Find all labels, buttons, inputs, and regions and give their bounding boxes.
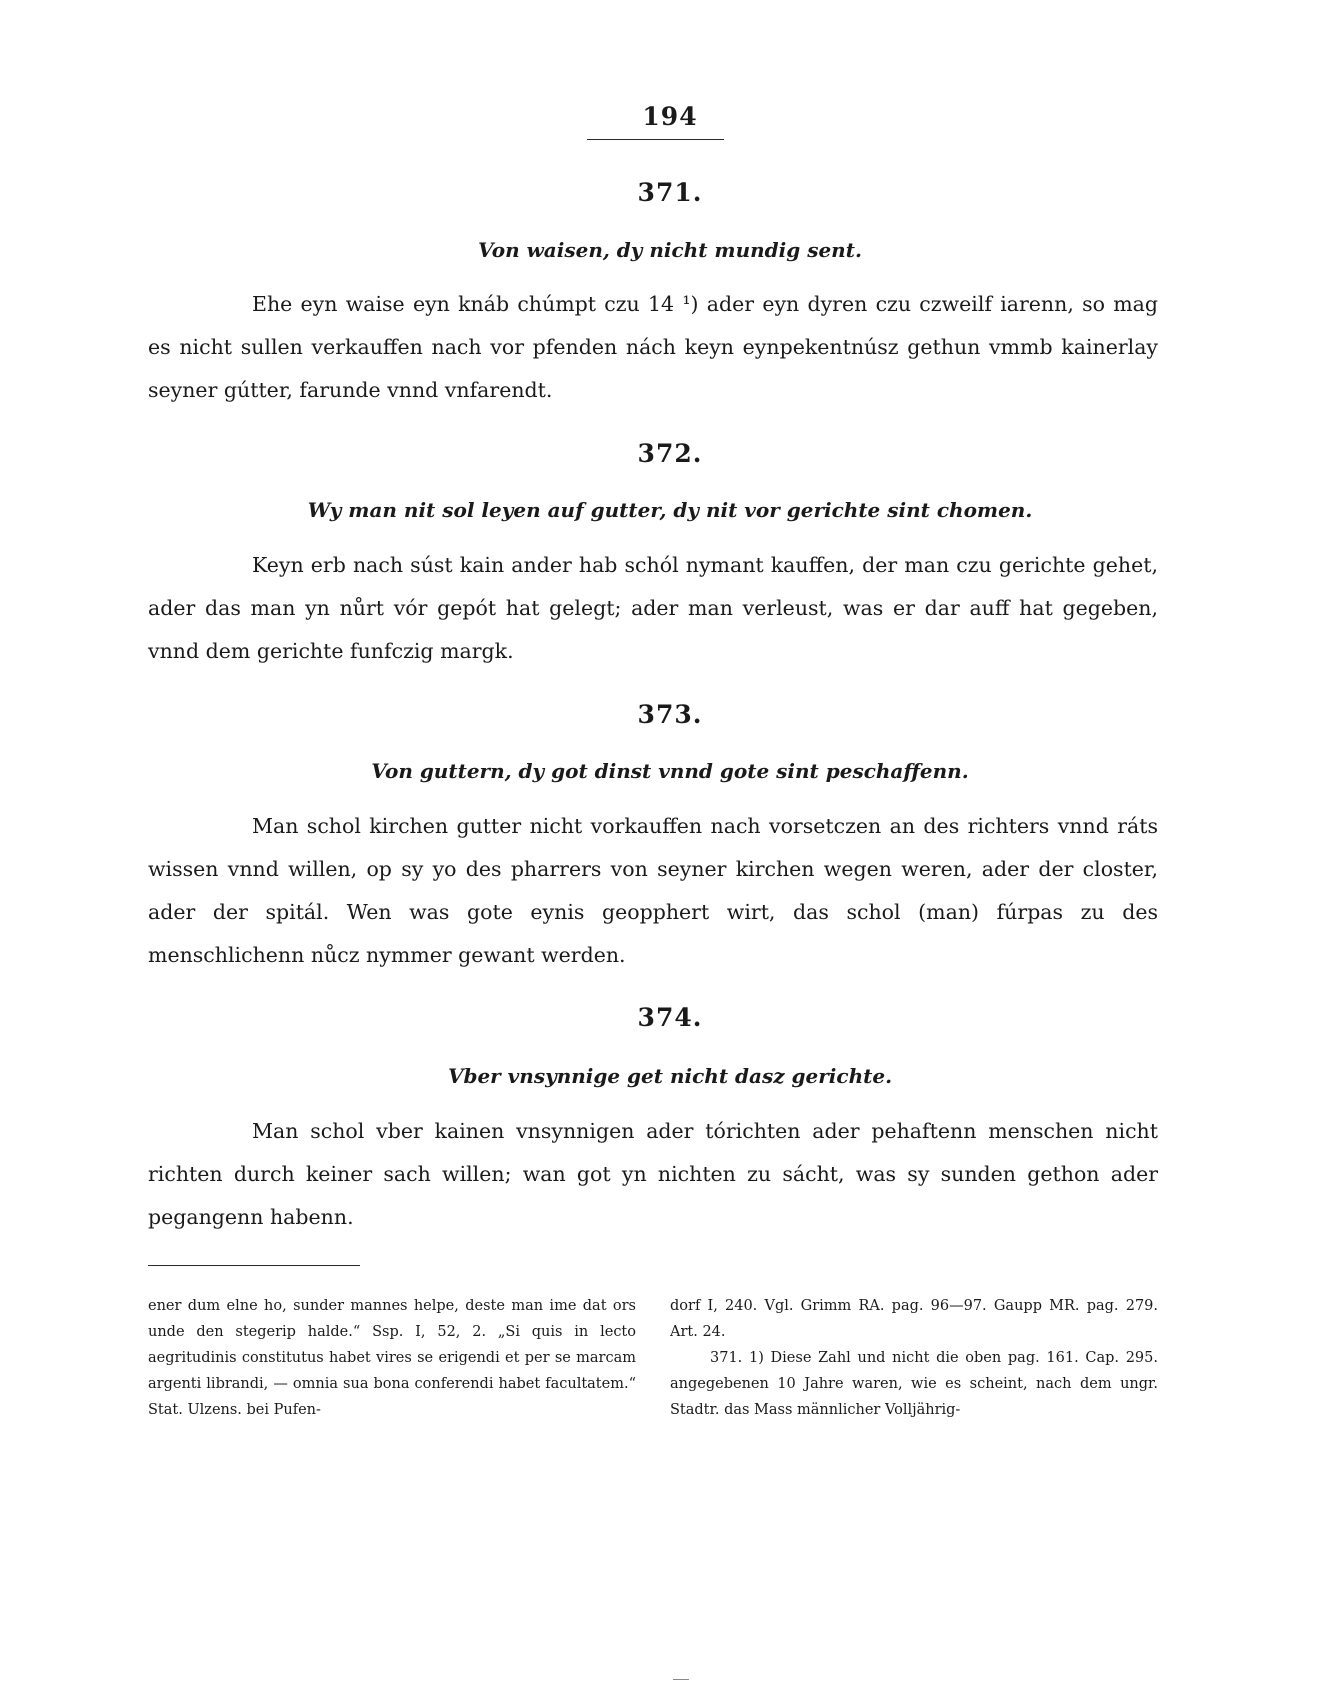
footnote-text: ener dum elne ho, sunder mannes helpe, deste man ime dat ors unde den stegerip halde.“ Ssp. I, 52, 2. „Si quis in lecto aegritudinis constitutus habet vires se erigendi et per se marcam argenti librandi, — omnia sua bona conferendi habet facultatem.“ Stat. Ulzens. bei Pufen- [148, 1298, 636, 1418]
page-number-rule [587, 139, 724, 140]
section-title: Von waisen, dy nicht mundig sent. [478, 238, 862, 262]
footnote-rule [148, 1265, 360, 1266]
section-number: 371. [637, 178, 703, 207]
section-title: Vber vnsynnige get nicht dasz gerichte. [447, 1064, 893, 1088]
footnote-text: dorf I, 240. Vgl. Grimm RA. pag. 96—97. Gaupp MR. pag. 279. Art. 24. [670, 1298, 1158, 1340]
section-body: Man schol kirchen gutter nicht vorkauffen nach vorsetczen an des richters vnnd ráts wissen vnnd willen, op sy yo des pharrers von seyner kirchen wegen weren, ader der closter, ader der spitál. Wen was gote eynis geopphert wirt, das schol (man) fúrpas zu des menschlichenn nůcz nymmer gewant werden. [148, 814, 1158, 967]
section-body: Keyn erb nach súst kain ander hab schól nymant kauffen, der man czu gerichte gehet, ader das man yn nůrt vór gepót hat gelegt; ader man verleust, was er dar auff hat gegeben, vnnd dem gerichte funfczig margk. [148, 553, 1158, 663]
footnote-text: 371. 1) Diese Zahl und nicht die oben pag. 161. Cap. 295. angegebenen 10 Jahre waren, wie es scheint, nach dem ungr. Stadtr. das Mass männlicher Volljährig- [670, 1350, 1158, 1418]
section-number: 372. [637, 439, 703, 468]
scan-mark [673, 1679, 689, 1680]
footnote-column-left [148, 1293, 636, 1423]
section-title: Wy man nit sol leyen auf gutter, dy nit vor gerichte sint chomen. [307, 498, 1033, 522]
section-number: 373. [637, 700, 703, 729]
section-title: Von guttern, dy got dinst vnnd gote sint peschaffenn. [371, 759, 969, 783]
section-body: Man schol vber kainen vnsynnigen ader tórichten ader pehaftenn menschen nicht richten durch keiner sach willen; wan got yn nichten zu sácht, was sy sunden gethon ader pegangenn habenn. [148, 1119, 1158, 1229]
page-number: 194 [642, 102, 698, 131]
section-number: 374. [637, 1003, 703, 1032]
footnote-column-right [670, 1293, 1158, 1423]
section-body: Ehe eyn waise eyn knáb chúmpt czu 14 ¹) ader eyn dyren czu czweilf iarenn, so mag es nicht sullen verkauffen nach vor pfenden nách keyn eynpekentnúsz gethun vmmb kainerlay seyner gútter, farunde vnnd vnfarendt. [148, 292, 1158, 402]
